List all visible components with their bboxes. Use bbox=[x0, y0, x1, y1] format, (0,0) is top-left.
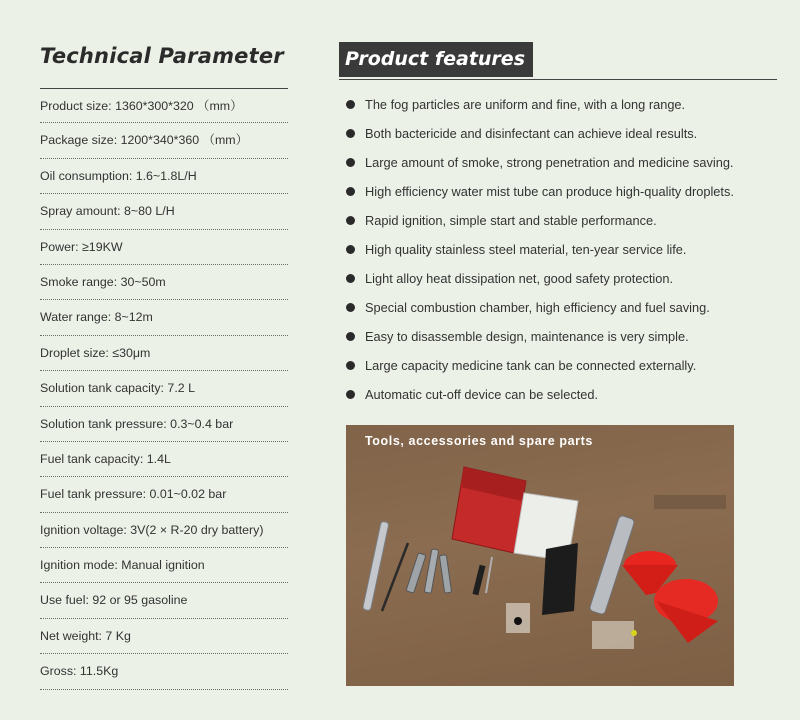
feature-item bbox=[346, 351, 786, 380]
spark-plug-part-icon bbox=[631, 630, 637, 636]
feature-list bbox=[346, 90, 786, 409]
o-ring-icon bbox=[514, 617, 522, 625]
bullet-icon bbox=[346, 158, 355, 167]
bullet-icon bbox=[346, 187, 355, 196]
technical-parameter-title: Technical Parameter bbox=[40, 44, 284, 68]
param-net-weight: Net weight: 7 Kg bbox=[40, 619, 288, 654]
feature-text: Automatic cut-off device can be selected. bbox=[365, 387, 599, 402]
accessories-illustration bbox=[346, 425, 734, 686]
bullet-icon bbox=[346, 303, 355, 312]
param-oil-consumption: Oil consumption: 1.6~1.8L/H bbox=[40, 159, 288, 194]
feature-text: Special combustion chamber, high efficiency and fuel saving. bbox=[365, 300, 710, 315]
product-features-title: Product features bbox=[339, 42, 533, 77]
bullet-icon bbox=[346, 245, 355, 254]
bullet-icon bbox=[346, 332, 355, 341]
feature-item bbox=[346, 235, 786, 264]
photo-caption: Tools, accessories and spare parts bbox=[365, 434, 593, 448]
bullet-icon bbox=[346, 129, 355, 138]
param-droplet-size: Droplet size: ≤30μm bbox=[40, 336, 288, 371]
param-ignition-mode: Ignition mode: Manual ignition bbox=[40, 548, 288, 583]
accessories-photo bbox=[346, 425, 734, 686]
param-power: Power: ≥19KW bbox=[40, 230, 288, 265]
feature-text: High efficiency water mist tube can produce high-quality droplets. bbox=[365, 184, 734, 199]
param-solution-tank-pressure: Solution tank pressure: 0.3~0.4 bar bbox=[40, 407, 288, 442]
param-product-size: Product size: 1360*300*320 （mm） bbox=[40, 88, 288, 123]
feature-text: Large capacity medicine tank can be connected externally. bbox=[365, 358, 697, 373]
black-bag-icon bbox=[542, 543, 578, 615]
feature-text: Large amount of smoke, strong penetration and medicine saving. bbox=[365, 155, 734, 170]
features-divider bbox=[339, 79, 777, 80]
feature-item bbox=[346, 148, 786, 177]
feature-item bbox=[346, 380, 786, 409]
feature-text: Easy to disassemble design, maintenance is very simple. bbox=[365, 329, 689, 344]
bullet-icon bbox=[346, 100, 355, 109]
feature-item bbox=[346, 119, 786, 148]
bullet-icon bbox=[346, 274, 355, 283]
feature-item bbox=[346, 90, 786, 119]
feature-item bbox=[346, 293, 786, 322]
param-package-size: Package size: 1200*340*360 （mm） bbox=[40, 123, 288, 158]
param-smoke-range: Smoke range: 30~50m bbox=[40, 265, 288, 300]
feature-text: High quality stainless steel material, ten-year service life. bbox=[365, 242, 687, 257]
small-parts-bag-icon bbox=[592, 621, 634, 649]
feature-item bbox=[346, 177, 786, 206]
feature-item bbox=[346, 264, 786, 293]
bullet-icon bbox=[346, 390, 355, 399]
feature-text: Both bactericide and disinfectant can achieve ideal results. bbox=[365, 126, 698, 141]
feature-item bbox=[346, 322, 786, 351]
feature-item bbox=[346, 206, 786, 235]
feature-text: Rapid ignition, simple start and stable performance. bbox=[365, 213, 657, 228]
param-spray-amount: Spray amount: 8~80 L/H bbox=[40, 194, 288, 229]
feature-text: Light alloy heat dissipation net, good safety protection. bbox=[365, 271, 674, 286]
param-ignition-voltage: Ignition voltage: 3V(2 × R-20 dry battery) bbox=[40, 513, 288, 548]
feature-text: The fog particles are uniform and fine, with a long range. bbox=[365, 97, 686, 112]
param-fuel-tank-pressure: Fuel tank pressure: 0.01~0.02 bar bbox=[40, 477, 288, 512]
param-use-fuel: Use fuel: 92 or 95 gasoline bbox=[40, 583, 288, 618]
box-label-icons bbox=[654, 495, 726, 509]
bullet-icon bbox=[346, 361, 355, 370]
bullet-icon bbox=[346, 216, 355, 225]
param-gross: Gross: 11.5Kg bbox=[40, 654, 288, 689]
parameter-list bbox=[40, 88, 288, 690]
param-water-range: Water range: 8~12m bbox=[40, 300, 288, 335]
param-solution-tank-capacity: Solution tank capacity: 7.2 L bbox=[40, 371, 288, 406]
param-fuel-tank-capacity: Fuel tank capacity: 1.4L bbox=[40, 442, 288, 477]
